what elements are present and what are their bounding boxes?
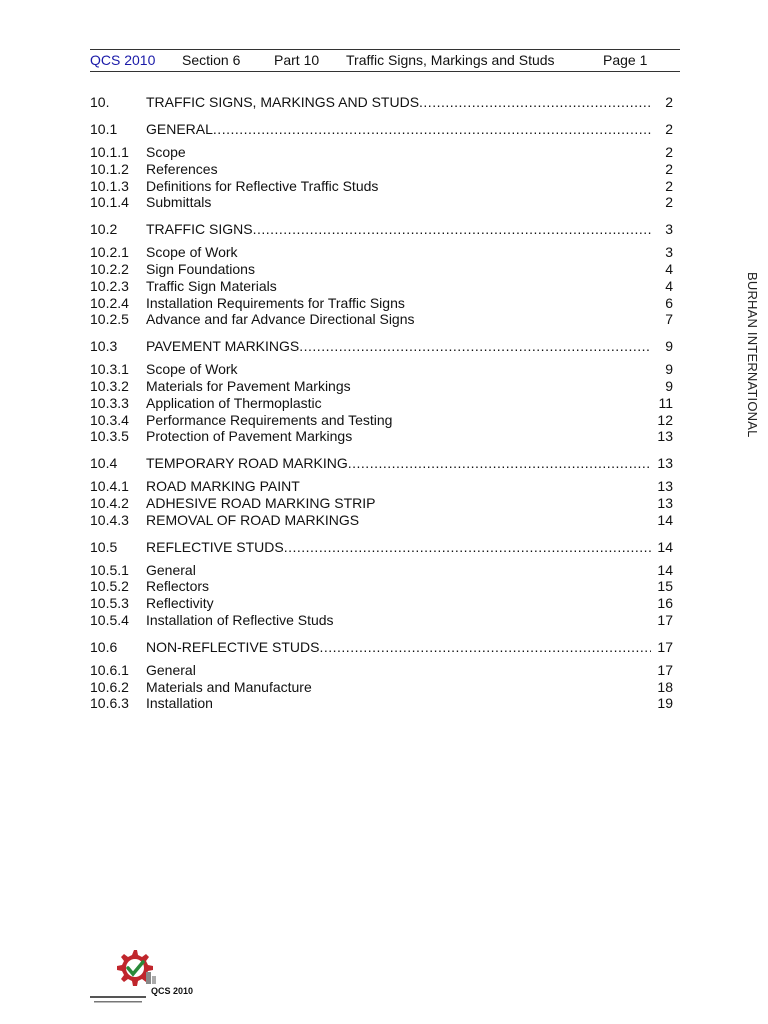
toc-entry-number: 10.1.3 [90, 177, 129, 194]
toc-entry-number: 10.3.5 [90, 428, 129, 445]
toc-entry-title: Performance Requirements and Testing [146, 411, 393, 428]
toc-entry-number: 10.1.4 [90, 194, 129, 211]
toc-entry-number: 10.6.2 [90, 678, 129, 695]
toc-entry-title: GENERAL ..... [146, 120, 651, 138]
table-of-contents [90, 93, 673, 721]
toc-entry-title: NON-REFLECTIVE STUDS ..... [146, 638, 651, 656]
toc-entry-page: 17 [657, 638, 673, 655]
toc-entry-number: 10.1.1 [90, 144, 129, 160]
toc-entry-title: TRAFFIC SIGNS, MARKINGS AND STUDS ..... [146, 93, 651, 111]
toc-entry-page: 13 [657, 478, 673, 495]
toc-sub-entry[interactable] [90, 361, 673, 378]
toc-entry-title: Reflectivity [146, 595, 214, 612]
page-header [90, 49, 680, 72]
toc-entry-page: 2 [665, 121, 673, 137]
toc-entry-title: Sign Foundations [146, 260, 255, 277]
toc-entry-page: 14 [657, 538, 673, 555]
header-section: Section 6 [182, 52, 241, 68]
toc-entry-page: 2 [665, 160, 673, 177]
toc-entry-page: 11 [658, 394, 673, 411]
logo-text: QCS 2010 [151, 986, 194, 996]
toc-sub-entry[interactable] [90, 612, 673, 629]
toc-main-entry[interactable] [90, 638, 673, 656]
toc-entry-page: 2 [665, 94, 673, 110]
toc-sub-entry[interactable] [90, 679, 673, 696]
toc-entry-title: Traffic Sign Materials [146, 277, 277, 294]
toc-entry-title: TRAFFIC SIGNS ..... [146, 220, 651, 238]
toc-entry-number: 10.5.1 [90, 561, 129, 578]
toc-entry-number: 10.3.4 [90, 411, 129, 428]
toc-entry-title: TEMPORARY ROAD MARKING ..... [146, 454, 651, 472]
toc-entry-page: 2 [665, 177, 673, 194]
toc-section [90, 337, 673, 445]
toc-entry-page: 15 [657, 578, 673, 595]
toc-sub-entry[interactable] [90, 178, 673, 195]
toc-entry-page: 9 [665, 377, 673, 394]
side-watermark-text: BURHAN INTERNATIONAL [745, 272, 760, 438]
toc-entry-number: 10.4.1 [90, 478, 129, 495]
toc-sub-entry[interactable] [90, 428, 673, 445]
header-page: Page 1 [603, 52, 648, 68]
toc-entry-title: Materials and Manufacture [146, 678, 312, 695]
toc-entry-page: 14 [657, 561, 673, 578]
toc-entry-number: 10.2 [90, 221, 118, 238]
toc-entry-page: 18 [657, 678, 673, 695]
header-part: Part 10 [274, 52, 320, 68]
toc-main-entry[interactable] [90, 120, 673, 138]
toc-entry-number: 10.6 [90, 638, 118, 655]
toc-entry-page: 9 [665, 338, 673, 355]
toc-entry-page: 4 [665, 260, 673, 277]
toc-entry-title: PAVEMENT MARKINGS ..... [146, 337, 651, 355]
toc-entry-page: 19 [657, 695, 673, 712]
toc-entry-number: 10.2.4 [90, 294, 129, 311]
toc-sub-entry[interactable] [90, 578, 673, 595]
toc-entry-page: 2 [665, 194, 673, 211]
toc-entry-number: 10.4.2 [90, 494, 129, 511]
toc-sub-entry[interactable] [90, 194, 673, 211]
toc-entry-page: 13 [657, 455, 673, 472]
toc-entry-page: 17 [657, 611, 673, 628]
toc-sub-entry[interactable] [90, 478, 673, 495]
toc-entry-page: 3 [665, 221, 673, 238]
toc-entry-number: 10.5.2 [90, 578, 129, 595]
toc-entry-title: General [146, 661, 196, 678]
toc-entry-page: 7 [665, 311, 673, 328]
toc-entry-page: 4 [665, 277, 673, 294]
toc-entry-number: 10.6.1 [90, 661, 129, 678]
toc-entry-title: Protection of Pavement Markings [146, 428, 353, 445]
toc-entry-title: References [146, 160, 218, 177]
toc-section [90, 538, 673, 629]
toc-main-entry[interactable] [90, 93, 673, 111]
toc-entry-title: Installation of Reflective Studs [146, 611, 334, 628]
toc-entry-page: 6 [665, 294, 673, 311]
toc-entry-title: REFLECTIVE STUDS ..... [146, 538, 651, 556]
toc-sub-entry[interactable] [90, 562, 673, 579]
toc-entry-title: Scope of Work [146, 244, 238, 261]
toc-sub-entry[interactable] [90, 261, 673, 278]
toc-entry-page: 16 [657, 595, 673, 612]
toc-sub-entry[interactable] [90, 244, 673, 261]
toc-entry-number: 10.4 [90, 455, 118, 472]
toc-entry-page: 17 [657, 661, 673, 678]
toc-entry-title: Advance and far Advance Directional Signs [146, 311, 415, 328]
toc-sub-entry[interactable] [90, 595, 673, 612]
toc-entry-title: Materials for Pavement Markings [146, 377, 351, 394]
toc-entry-number: 10.2.3 [90, 277, 129, 294]
toc-entry-page: 3 [665, 244, 673, 261]
toc-entry-title: General [146, 561, 196, 578]
toc-sub-entry[interactable] [90, 662, 673, 679]
toc-entry-number: 10.1 [90, 121, 118, 137]
toc-entry-title: Application of Thermoplastic [146, 394, 322, 411]
toc-entry-title: ROAD MARKING PAINT [146, 478, 300, 495]
toc-entry-number: 10.3.2 [90, 377, 129, 394]
toc-sub-entry[interactable] [90, 695, 673, 712]
toc-entry-number: 10.5 [90, 538, 118, 555]
toc-entry-number: 10.6.3 [90, 695, 129, 712]
toc-sub-entry[interactable] [90, 278, 673, 295]
toc-main-entry[interactable] [90, 454, 673, 472]
toc-entry-title: Installation [146, 695, 213, 712]
toc-main-entry[interactable] [90, 337, 673, 355]
toc-sub-entry[interactable] [90, 295, 673, 312]
toc-section [90, 638, 673, 712]
toc-entry-number: 10.2.2 [90, 260, 129, 277]
toc-entry-number: 10.3.1 [90, 361, 129, 378]
toc-entry-title: Submittals [146, 194, 212, 211]
toc-entry-page: 13 [657, 428, 673, 445]
toc-main-entry[interactable] [90, 538, 673, 556]
toc-entry-page: 12 [657, 411, 673, 428]
toc-entry-page: 13 [657, 494, 673, 511]
toc-section [90, 93, 673, 111]
toc-sub-entry[interactable] [90, 161, 673, 178]
toc-entry-page: 9 [665, 361, 673, 378]
logo-caption [88, 992, 148, 1002]
toc-entry-page: 2 [665, 144, 673, 160]
toc-entry-title: Definitions for Reflective Traffic Studs [146, 177, 379, 194]
toc-sub-entry[interactable] [90, 378, 673, 395]
toc-entry-page: 14 [657, 511, 673, 528]
toc-entry-number: 10.2.1 [90, 244, 129, 261]
toc-section [90, 220, 673, 328]
toc-entry-number: 10.5.4 [90, 611, 129, 628]
toc-entry-number: 10. [90, 94, 110, 110]
toc-main-entry[interactable] [90, 220, 673, 238]
header-title: Traffic Signs, Markings and Studs [346, 52, 555, 68]
toc-entry-number: 10.4.3 [90, 511, 129, 528]
toc-entry-number: 10.3 [90, 338, 118, 355]
toc-entry-number: 10.5.3 [90, 595, 129, 612]
toc-entry-title: Scope [146, 144, 186, 160]
header-qcs: QCS 2010 [90, 52, 156, 68]
toc-entry-number: 10.2.5 [90, 311, 129, 328]
toc-entry-title: Reflectors [146, 578, 210, 595]
toc-entry-title: Installation Requirements for Traffic Signs [146, 294, 405, 311]
toc-section [90, 454, 673, 528]
toc-sub-entry[interactable] [90, 495, 673, 512]
toc-entry-title: Scope of Work [146, 361, 238, 378]
toc-entry-number: 10.3.3 [90, 394, 129, 411]
toc-sub-entry[interactable] [90, 144, 673, 161]
toc-sub-entry[interactable] [90, 395, 673, 412]
toc-sub-entry[interactable] [90, 412, 673, 429]
toc-section [90, 120, 673, 211]
toc-sub-entry[interactable] [90, 512, 673, 529]
toc-entry-title: ADHESIVE ROAD MARKING STRIP [146, 494, 376, 511]
toc-entry-title: REMOVAL OF ROAD MARKINGS [146, 511, 360, 528]
toc-sub-entry[interactable] [90, 311, 673, 328]
toc-entry-number: 10.1.2 [90, 160, 129, 177]
side-watermark [745, 272, 763, 442]
